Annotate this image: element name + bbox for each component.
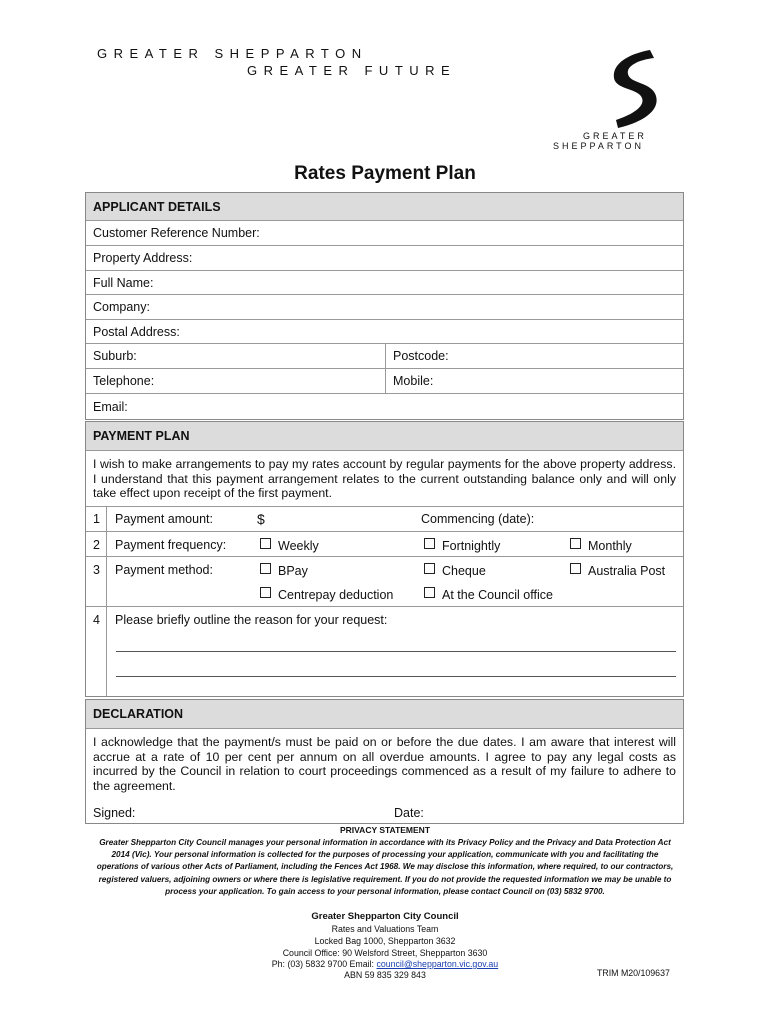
field-label: Company: (93, 300, 150, 314)
payment-method-label: Payment method: (115, 563, 213, 577)
customer-ref-field[interactable] (86, 221, 683, 246)
centrepay-label: Centrepay deduction (278, 588, 394, 602)
header-line-1: GREATER SHEPPARTON (97, 46, 368, 61)
full-name-field[interactable] (86, 271, 683, 295)
applicant-section-header (86, 193, 683, 221)
payment-plan-section-header (86, 422, 683, 451)
property-address-field[interactable] (86, 246, 683, 271)
monthly-checkbox[interactable] (570, 538, 581, 549)
bpay-checkbox[interactable] (260, 563, 271, 574)
council-abn: ABN 59 835 329 843 (344, 970, 426, 980)
row-number: 2 (93, 538, 100, 552)
applicant-details-section (85, 192, 684, 420)
field-label: Postcode: (393, 349, 449, 363)
company-field[interactable] (86, 295, 683, 320)
email-field[interactable] (86, 394, 683, 419)
council-office-label: At the Council office (442, 588, 553, 602)
bpay-label: BPay (278, 564, 308, 578)
fortnightly-label: Fortnightly (442, 539, 501, 553)
reason-row (86, 607, 683, 696)
mobile-field[interactable] (385, 369, 683, 393)
payment-plan-intro: I wish to make arrangements to pay my rates account by regular payments for the above property address. I understand that this payment arrangement relates to the current outstanding balance only and will only take effect upon receipt of the first payment. (93, 457, 676, 500)
section-label: DECLARATION (93, 707, 184, 721)
council-name: Greater Shepparton City Council (311, 911, 459, 922)
suburb-field[interactable] (86, 344, 385, 368)
payment-method-row (86, 557, 683, 607)
suburb-postcode-row (86, 344, 683, 369)
cheque-checkbox[interactable] (424, 563, 435, 574)
logo-text-shepparton: SHEPPARTON (553, 141, 645, 151)
payment-amount-label: Payment amount: (115, 512, 213, 526)
council-phone: Ph: (03) 5832 9700 Email: (271, 959, 377, 969)
currency-symbol: $ (257, 511, 265, 527)
field-label: Suburb: (93, 349, 137, 363)
shepparton-logo-icon (598, 48, 666, 130)
page-title: Rates Payment Plan (294, 163, 476, 184)
field-label: Mobile: (393, 374, 434, 388)
cheque-label: Cheque (442, 564, 486, 578)
signed-label: Signed: (93, 806, 136, 820)
monthly-label: Monthly (588, 539, 632, 553)
payment-plan-intro-row (86, 451, 683, 507)
council-email-link[interactable]: council@shepparton.vic.gov.au (376, 959, 499, 969)
council-office-checkbox[interactable] (424, 587, 435, 598)
australia-post-label: Australia Post (588, 564, 666, 578)
field-label: Property Address: (93, 251, 193, 265)
row-number: 3 (93, 563, 100, 577)
field-label: Postal Address: (93, 324, 180, 339)
weekly-label: Weekly (278, 539, 319, 553)
payment-plan-section (85, 421, 684, 697)
reason-label: Please briefly outline the reason for your request: (115, 613, 388, 627)
privacy-body: Greater Shepparton City Council manages your personal information in accordance with its Privacy Policy and the Privacy and Data Protection Act 2014 (Vic). Your personal information is collected for the purposes of processing your application, communicate with you and facilitating the operations of various other Acts of Parliament, including the Fences Act 1968. We may disclose this information, where required, to our contractors, registered valuers, adjoining owners or where there is legislative requirement. If you do not provide the requested information we may be unable to process your application. To gain access to your personal information, please contact Council on (03) 5832 9700. (96, 838, 674, 896)
australia-post-checkbox[interactable] (570, 563, 581, 574)
telephone-mobile-row (86, 369, 683, 394)
declaration-section (85, 699, 684, 824)
council-office: Council Office: 90 Welsford Street, Shepparton 3630 (282, 948, 488, 958)
row-number: 4 (93, 613, 100, 627)
privacy-heading: PRIVACY STATEMENT (339, 825, 431, 835)
field-label: Email: (93, 399, 128, 414)
field-label: Full Name: (93, 275, 154, 290)
date-label: Date: (394, 806, 424, 820)
centrepay-checkbox[interactable] (260, 587, 271, 598)
row-number: 1 (93, 512, 100, 526)
trim-reference: TRIM M20/109637 (597, 968, 670, 978)
telephone-field[interactable] (86, 369, 385, 393)
weekly-checkbox[interactable] (260, 538, 271, 549)
logo-text-greater: GREATER (583, 131, 647, 141)
declaration-section-header (86, 700, 683, 729)
payment-frequency-row (86, 532, 683, 557)
payment-frequency-label: Payment frequency: (115, 538, 227, 552)
declaration-body-row (86, 729, 683, 823)
field-label: Telephone: (93, 374, 155, 388)
field-label: Customer Reference Number: (93, 226, 260, 240)
reason-line-1[interactable] (116, 651, 676, 652)
commencing-date-label: Commencing (date): (421, 512, 535, 526)
payment-amount-row (86, 507, 683, 532)
reason-line-2[interactable] (116, 676, 676, 677)
council-bag: Locked Bag 1000, Shepparton 3632 (314, 936, 456, 946)
fortnightly-checkbox[interactable] (424, 538, 435, 549)
council-team: Rates and Valuations Team (331, 924, 439, 934)
postal-address-field[interactable] (86, 320, 683, 344)
postcode-field[interactable] (385, 344, 683, 368)
section-label: APPLICANT DETAILS (93, 199, 221, 214)
declaration-text: I acknowledge that the payment/s must be paid on or before the due dates. I am aware that interest will accrue at a rate of 10 per cent per annum on all overdue amounts. I agree to pay any legal costs as incurred by the Council in relation to court proceedings commenced as a result of my failure to adhere to the agreement. (93, 735, 676, 793)
section-label: PAYMENT PLAN (93, 429, 190, 443)
header-line-2: GREATER FUTURE (247, 63, 457, 78)
